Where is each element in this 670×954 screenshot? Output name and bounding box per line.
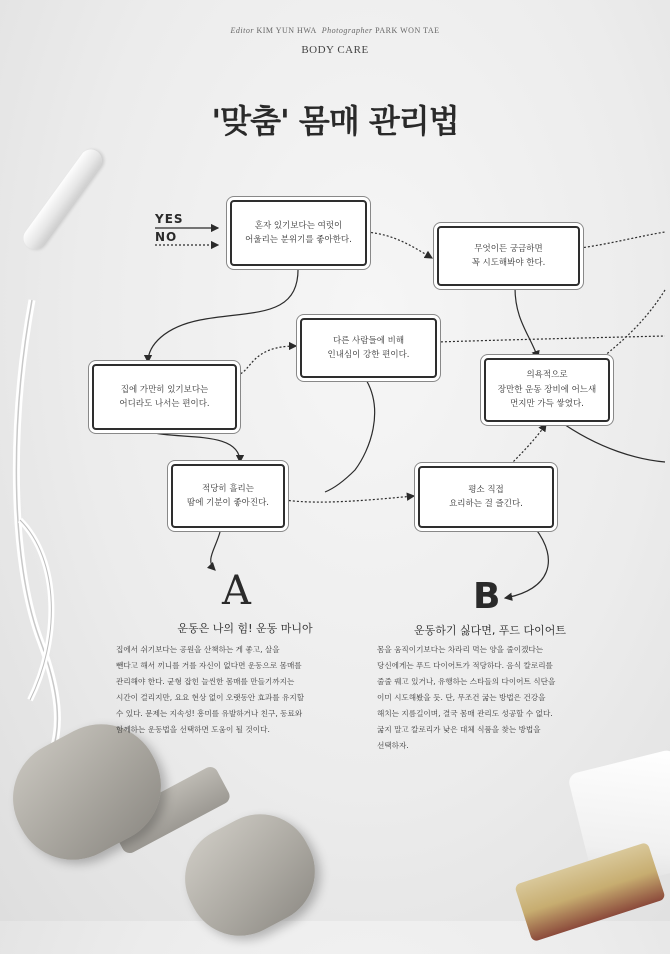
question-text-q5: 의욕적으로 장만한 운동 장비에 어느새 먼지만 가득 쌓였다. xyxy=(497,370,597,410)
editor-label: Editor xyxy=(230,26,254,35)
question-text-q6: 적당히 흘리는 땀에 기분이 좋아진다. xyxy=(186,483,269,508)
question-box-q6 xyxy=(171,464,285,528)
question-box-q3 xyxy=(300,318,437,378)
page-title: '맞춤' 몸매 관리법 xyxy=(211,102,459,140)
photographer-name: PARK WON TAE xyxy=(375,26,440,35)
credits-line xyxy=(0,26,670,35)
question-text-q7: 평소 직접 요리하는 걸 즐긴다. xyxy=(449,484,523,509)
question-text-q3: 다른 사람들에 비해 인내심이 강한 편이다. xyxy=(327,335,410,360)
result-b-heading: 운동하기 싫다면, 푸드 다이어트 xyxy=(413,624,567,637)
section-label: BODY CARE xyxy=(301,44,369,56)
result-b-letter: B xyxy=(473,576,501,617)
photographer-label: Photographer xyxy=(321,26,373,35)
question-text-q1: 혼자 있기보다는 여럿이 어울리는 분위기를 좋아한다. xyxy=(245,220,352,245)
question-text-q2: 무엇이든 궁금하면 꼭 시도해봐야 한다. xyxy=(471,243,546,268)
editor-name: KIM YUN HWA xyxy=(256,26,317,35)
jump-rope-handle xyxy=(19,145,106,253)
question-box-q2 xyxy=(437,226,580,286)
question-box-q5 xyxy=(484,358,610,422)
question-box-q4 xyxy=(92,364,237,430)
legend-no-label: NO xyxy=(155,230,178,244)
result-a-body: 집에서 쉬기보다는 공원을 산책하는 게 좋고, 살을 뺀다고 해서 끼니를 거를 자신이 없다면 운동으로 몸매를 관리해야 한다. 균형 잡힌 늘씬한 몸매를 만들기까지는 시간이 걸리지만, 요요 현상 없이 오랫동안 효과를 유지할 수 있다. 문제는 지속성! 흥미를 유발하거나 친구, 동료와 함께하는 운동법을 선택하면 도움이 될 것이다. xyxy=(116,645,305,734)
result-b-body: 몸을 움직이기보다는 차라리 먹는 양을 줄이겠다는 당신에게는 푸드 다이어트가 적당하다. 음식 칼로리를 줄줄 꿰고 있거나, 유행하는 스타들의 다이어트 식단을 이미 시도해봤을 듯. 단, 무조건 굶는 방법은 건강을 해치는 지름길이며, 결국 몸매 관리도 성공할 수 없다. 굶지 말고 칼로리가 낮은 대체 식품을 찾는 방법을 선택하자. xyxy=(377,645,556,750)
legend-yes-label: YES xyxy=(155,212,184,226)
result-a-letter: A xyxy=(222,568,251,614)
question-text-q4: 집에 가만히 있기보다는 어디라도 나서는 편이다. xyxy=(119,384,210,409)
result-a-heading: 운동은 나의 힘! 운동 마니아 xyxy=(177,622,313,635)
question-box-q7 xyxy=(418,466,554,528)
question-box-q1 xyxy=(230,200,367,266)
